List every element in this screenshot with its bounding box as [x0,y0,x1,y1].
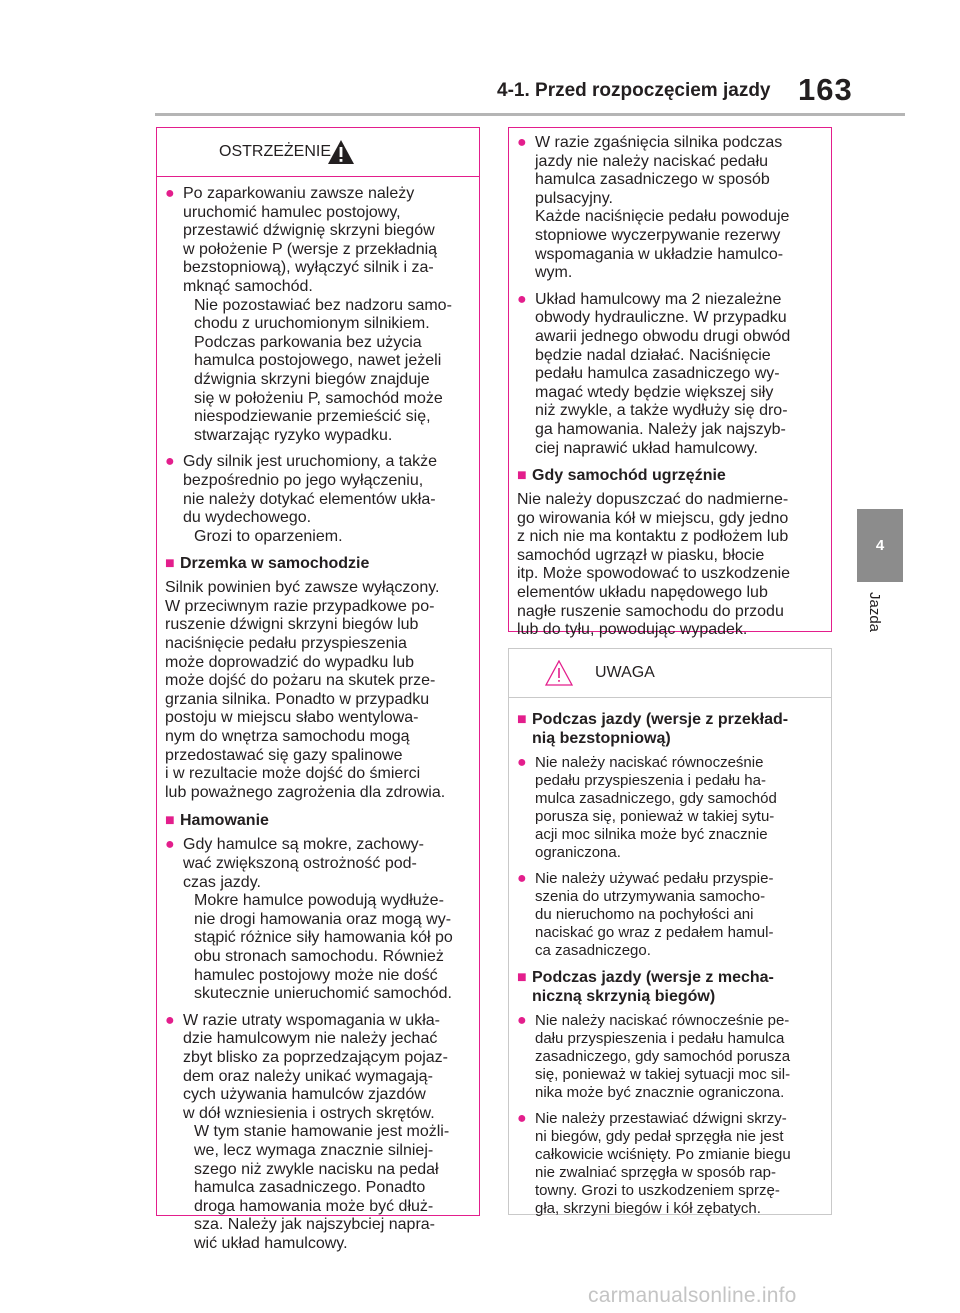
item-line: dźwignia skrzyni biegów znajduje [194,370,430,388]
item-line: niespodziewanie przemieścić się, [194,408,431,426]
subheading-line: Hamowanie [180,812,269,830]
item-line: ograniczona. [535,844,621,861]
item-line: dału przyspieszenia i pedału hamulca [535,1030,785,1047]
paragraph-line: może doprowadzić do wypadku lub [165,653,415,671]
item-line: Gdy hamulce są mokre, zachowy- [183,836,424,854]
watermark: carmanualsonline.info [588,1284,797,1307]
item-line: dzie hamulcowym nie należy jechać [183,1030,438,1048]
item-line: wym. [535,264,573,282]
item-line: gła, skrzyni biegów i kół zębatych. [535,1200,761,1217]
item-line: Mokre hamulce powodują wydłuże- [194,892,444,910]
item-line: Każde naciśnięcie pedału powoduje [535,208,790,226]
chapter-number: 4 [875,537,885,554]
square-bullet-icon: ■ [517,467,527,485]
item-line: awarii jednego obwodu drugi obwód [535,327,791,345]
item-line: nika może być znacznie ograniczona. [535,1084,785,1101]
warning-box [156,127,480,1252]
item-line: stopniowe wyczerpywanie rezerwy [535,226,781,244]
item-line: magać wtedy będzie większej siły [535,383,774,401]
page-number: 163 [798,72,853,107]
paragraph-line: ruszenie dźwigni skrzyni biegów lub [165,616,419,634]
item-line: cych używania hamulców zjazdów [183,1086,426,1104]
item-line: czas jazdy. [183,873,261,891]
bullet-dot-icon: ● [517,1012,527,1029]
paragraph [165,579,471,802]
bullet-dot-icon: ● [517,290,527,308]
item-line: dem oraz należy unikać wymagają- [183,1067,433,1085]
item-line: wić układ hamulcowy. [194,1234,348,1252]
item-line: droga hamowania może być dłuż- [194,1197,434,1215]
paragraph-line: postoju w miejscu słabo wentylowa- [165,709,419,727]
bullet-item [517,754,823,862]
item-line: szego niż zwykle nacisku na pedał [194,1160,439,1178]
section-title: 4-1. Przed rozpoczęciem jazdy [497,80,771,101]
bullet-dot-icon: ● [517,870,527,887]
item-line: nie zwalniać sprzęgła w sposób rap- [535,1164,776,1181]
warning-triangle-icon [327,139,355,165]
item-line: się, ponieważ w takiej sytuacji moc sil- [535,1066,791,1083]
item-line: całkowicie wciśnięty. Po zmianie biegu [535,1146,791,1163]
item-line: nie drogi hamowania oraz mogą wy- [194,910,452,928]
paragraph-line: może dojść do pożaru na skutek prze- [165,672,436,690]
bullet-item [165,836,471,1003]
item-line: pedału przyspieszenia i pedału ha- [535,772,766,789]
square-bullet-icon: ■ [517,711,527,728]
item-line: pulsacyjny. [535,189,613,207]
paragraph-line: i w rezultacie może dojść do śmierci [165,765,421,783]
paragraph-line: nym do wnętrza samochodu mogą [165,728,410,746]
bullet-item [165,453,471,546]
bullet-item [517,1110,823,1218]
item-line: Układ hamulcowy ma 2 niezależne [535,290,782,308]
paragraph-line: naciśnięcie pedału przyspieszenia [165,635,407,653]
subheading-line: Podczas jazdy (wersje z przekład- [532,711,789,728]
item-line: ca zasadniczego. [535,942,651,959]
item-line: mulca zasadniczego, gdy samochód [535,790,777,807]
bullet-item [517,870,823,960]
item-line: Podczas parkowania bez użycia [194,333,422,351]
item-line: stąpić różnice siły hamowania kół po [194,929,453,947]
bullet-dot-icon: ● [165,185,175,202]
subheading [517,710,823,748]
paragraph-line: itp. Może spowodować to uszkodzenie [517,565,791,583]
paragraph-line: samochód ugrzązł w piasku, błocie [517,546,765,564]
item-line: mknąć samochód. [183,277,313,295]
item-line: hamulca zasadniczego w sposób [535,171,770,189]
item-line: du wydechowego. [183,509,312,527]
item-line: du nieruchomo na pochyłości ani [535,906,754,923]
bullet-item [517,291,823,458]
paragraph-line: grzania silnika. Ponadto w przypadku [165,690,430,708]
notice-box [508,648,832,1215]
subheading [517,466,823,485]
item-line: towny. Grozi to uszkodzeniem sprzę- [535,1182,780,1199]
item-line: szenia do utrzymywania samocho- [535,888,766,905]
square-bullet-icon: ■ [517,969,527,986]
item-line: Gdy silnik jest uruchomiony, a także [183,453,438,471]
item-line: sza. Należy jak najszybciej napra- [194,1216,435,1234]
item-line: przestawić dźwignię skrzyni biegów [183,222,435,240]
item-line: naciskać go wraz z pedałem hamul- [535,924,774,941]
chapter-label: Jazda [866,592,883,633]
item-line: Nie należy naciskać równocześnie [535,754,764,771]
item-line: wać zwiększoną ostrożność pod- [183,855,417,872]
subheading-line: Gdy samochód ugrzęźnie [532,467,726,485]
item-line: pedału hamulca zasadniczego wy- [535,365,780,383]
subheading [165,554,471,573]
chapter-tab[interactable] [857,509,903,582]
item-line: będzie nadal działać. Naciśnięcie [535,346,771,364]
bullet-dot-icon: ● [517,134,527,151]
square-bullet-icon: ■ [165,555,175,573]
bullet-dot-icon: ● [165,1011,175,1029]
paragraph-line: W przeciwnym razie przypadkowe po- [165,597,435,615]
item-line: Nie należy przestawiać dźwigni skrzy- [535,1110,787,1127]
subheading-line: Podczas jazdy (wersje z mecha- [532,969,774,986]
paragraph-line: lub do tyłu, powodując wypadek. [517,621,748,639]
item-line: Grozi to oparzeniem. [194,527,343,545]
item-line: W razie zgaśnięcia silnika podczas [535,134,783,151]
bullet-item [517,1012,823,1102]
item-line: W razie utraty wspomagania w ukła- [183,1011,440,1029]
warning-header [157,128,479,177]
paragraph-line: Nie należy dopuszczać do nadmierne- [517,491,789,509]
item-line: Po zaparkowaniu zawsze należy [183,185,415,202]
item-line: W tym stanie hamowanie jest możli- [194,1123,450,1141]
paragraph-line: go wirowania kół w miejscu, gdy jedno [517,509,789,527]
warning-title: OSTRZEŻENIE [219,143,332,160]
item-line: bezstopniową), wyłączyć silnik i za- [183,259,434,277]
warning-continued-body [509,128,831,640]
paragraph-line: z nich nie ma kontaktu z podłożem lub [517,528,789,546]
notice-title: UWAGA [595,664,655,681]
item-line: bezpośrednio po jego wyłączeniu, [183,471,424,489]
warning-continued-box [508,127,832,639]
item-line: ga hamowania. Należy jak najszyb- [535,420,786,438]
subheading-line: Drzemka w samochodzie [180,555,370,573]
item-line: obwody hydrauliczne. W przypadku [535,309,787,327]
bullet-item [165,1012,471,1254]
notice-body [509,698,831,1218]
bullet-dot-icon: ● [517,1110,527,1127]
item-line: jazdy nie należy naciskać pedału [535,152,769,170]
square-bullet-icon: ■ [165,812,175,830]
item-line: Nie należy używać pedału przyspie- [535,870,774,887]
bullet-item [517,134,823,283]
item-line: ciej naprawić układ hamulcowy. [535,439,758,457]
paragraph-line: przedostawać się gazy spalinowe [165,746,403,764]
item-line: Nie należy naciskać równocześnie pe- [535,1012,790,1029]
item-line: skutecznie unieruchomić samochód. [194,985,452,1003]
subheading-line: niczną skrzynią biegów) [532,988,716,1005]
subheading [517,968,823,1006]
subheading [165,811,471,830]
item-line: acji moc silnika może być znacznie [535,826,768,843]
paragraph-line: Silnik powinien być zawsze wyłączony. [165,579,440,597]
bullet-dot-icon: ● [165,453,175,471]
item-line: zbyt blisko za poprzedzającym pojaz- [183,1048,449,1066]
item-line: Nie pozostawiać bez nadzoru samo- [194,296,452,314]
item-line: się w położeniu P, samochód może [194,389,443,407]
item-line: stwarzając ryzyko wypadku. [194,426,393,444]
item-line: w dół wzniesienia i ostrych skrętów. [183,1104,435,1122]
header-rule [155,113,905,116]
item-line: we, lecz wymaga znacznie silniej- [194,1141,434,1159]
bullet-dot-icon: ● [517,754,527,771]
bullet-dot-icon: ● [165,836,175,854]
item-line: nie należy dotykać elementów ukła- [183,490,436,508]
item-line: wspomagania w układzie hamulco- [535,245,784,263]
item-line: chodu z uruchomionym silnikiem. [194,315,430,333]
item-line: w położenie P (wersje z przekładnią [183,240,438,258]
paragraph [517,491,823,640]
paragraph-line: elementów układu napędowego lub [517,584,768,602]
item-line: hamulca zasadniczego. Ponadto [194,1179,426,1197]
item-line: obu stronach samochodu. Również [194,947,444,965]
item-line: zasadniczego, gdy samochód porusza [535,1048,791,1065]
subheading-line: nią bezstopniową) [532,730,671,747]
item-line: niż zwykle, a także wydłuży się dro- [535,402,788,420]
warning-body [157,177,479,1253]
item-line: hamulec postojowy może nie dość [194,966,438,984]
item-line: porusza się, ponieważ w takiej sytu- [535,808,775,825]
notice-header [509,649,831,698]
paragraph-line: nagłe ruszenie samochodu do przodu [517,602,784,620]
bullet-item [165,185,471,445]
item-line: uruchomić hamulec postojowy, [183,203,401,221]
paragraph-line: lub poważnego zagrożenia dla zdrowia. [165,783,446,801]
item-line: hamulca postojowego, nawet jeżeli [194,352,442,370]
caution-triangle-icon [545,660,573,686]
item-line: ni biegów, gdy pedał sprzęgła nie jest [535,1128,784,1145]
